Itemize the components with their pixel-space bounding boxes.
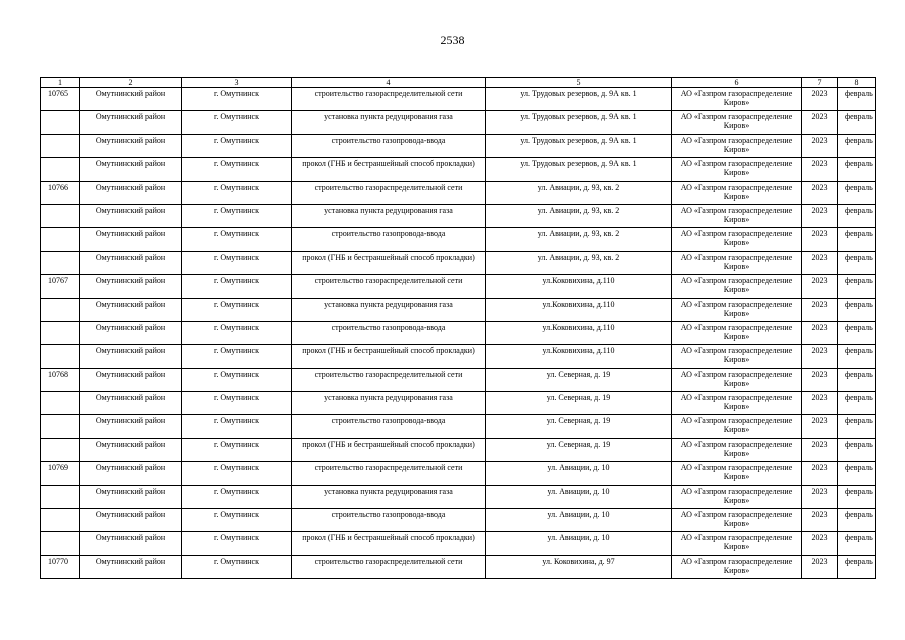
organization-cell: АО «Газпром газораспределение Киров»: [672, 462, 802, 485]
table-row: [41, 88, 876, 111]
address-cell: ул. Трудовых резервов, д. 9А кв. 1: [486, 134, 672, 157]
month-cell: февраль: [838, 111, 876, 134]
table-row: [41, 345, 876, 368]
month-cell: февраль: [838, 532, 876, 555]
column-number-row: [41, 78, 876, 88]
city-cell: г. Омутнинск: [182, 368, 292, 391]
table-row: [41, 509, 876, 532]
table-row: [41, 111, 876, 134]
organization-cell: АО «Газпром газораспределение Киров»: [672, 392, 802, 415]
city-cell: г. Омутнинск: [182, 204, 292, 227]
organization-cell: АО «Газпром газораспределение Киров»: [672, 555, 802, 578]
year-cell: 2023: [802, 111, 838, 134]
district-cell: Омутнинский район: [80, 438, 182, 461]
year-cell: 2023: [802, 204, 838, 227]
row-id-cell: [41, 134, 80, 157]
row-id-cell: [41, 415, 80, 438]
work-type-cell: строительство газораспределительной сети: [292, 368, 486, 391]
organization-cell: АО «Газпром газораспределение Киров»: [672, 204, 802, 227]
address-cell: ул. Северная, д. 19: [486, 415, 672, 438]
page-number: 2538: [440, 33, 465, 47]
table-row: [41, 485, 876, 508]
city-cell: г. Омутнинск: [182, 555, 292, 578]
row-id-cell: [41, 158, 80, 181]
address-cell: ул. Трудовых резервов, д. 9А кв. 1: [486, 111, 672, 134]
city-cell: г. Омутнинск: [182, 111, 292, 134]
address-cell: ул. Коковихина, д. 97: [486, 555, 672, 578]
column-number: 6: [672, 78, 802, 88]
address-cell: ул. Северная, д. 19: [486, 438, 672, 461]
year-cell: 2023: [802, 415, 838, 438]
work-type-cell: прокол (ГНБ и бестраншейный способ прокладки): [292, 158, 486, 181]
month-cell: февраль: [838, 298, 876, 321]
city-cell: г. Омутнинск: [182, 228, 292, 251]
city-cell: г. Омутнинск: [182, 134, 292, 157]
row-id-cell: 10765: [41, 88, 80, 111]
year-cell: 2023: [802, 228, 838, 251]
month-cell: февраль: [838, 555, 876, 578]
address-cell: ул.Коковихина, д.110: [486, 275, 672, 298]
row-id-cell: [41, 392, 80, 415]
district-cell: Омутнинский район: [80, 158, 182, 181]
district-cell: Омутнинский район: [80, 134, 182, 157]
organization-cell: АО «Газпром газораспределение Киров»: [672, 181, 802, 204]
city-cell: г. Омутнинск: [182, 345, 292, 368]
month-cell: февраль: [838, 485, 876, 508]
work-type-cell: установка пункта редуцирования газа: [292, 392, 486, 415]
district-cell: Омутнинский район: [80, 181, 182, 204]
year-cell: 2023: [802, 509, 838, 532]
address-cell: ул. Авиации, д. 10: [486, 462, 672, 485]
month-cell: февраль: [838, 509, 876, 532]
year-cell: 2023: [802, 462, 838, 485]
month-cell: февраль: [838, 462, 876, 485]
data-table: [40, 77, 876, 579]
organization-cell: АО «Газпром газораспределение Киров»: [672, 251, 802, 274]
row-id-cell: [41, 532, 80, 555]
year-cell: 2023: [802, 298, 838, 321]
district-cell: Омутнинский район: [80, 204, 182, 227]
table-row: [41, 555, 876, 578]
row-id-cell: 10768: [41, 368, 80, 391]
address-cell: ул. Авиации, д. 10: [486, 509, 672, 532]
city-cell: г. Омутнинск: [182, 275, 292, 298]
work-type-cell: строительство газопровода-ввода: [292, 415, 486, 438]
month-cell: февраль: [838, 321, 876, 344]
organization-cell: АО «Газпром газораспределение Киров»: [672, 438, 802, 461]
organization-cell: АО «Газпром газораспределение Киров»: [672, 345, 802, 368]
table-row: [41, 298, 876, 321]
table-row: [41, 181, 876, 204]
organization-cell: АО «Газпром газораспределение Киров»: [672, 415, 802, 438]
address-cell: ул. Северная, д. 19: [486, 392, 672, 415]
organization-cell: АО «Газпром газораспределение Киров»: [672, 228, 802, 251]
city-cell: г. Омутнинск: [182, 88, 292, 111]
column-number: 1: [41, 78, 80, 88]
row-id-cell: 10769: [41, 462, 80, 485]
work-type-cell: прокол (ГНБ и бестраншейный способ прокладки): [292, 345, 486, 368]
district-cell: Омутнинский район: [80, 321, 182, 344]
year-cell: 2023: [802, 532, 838, 555]
row-id-cell: [41, 204, 80, 227]
row-id-cell: [41, 509, 80, 532]
address-cell: ул.Коковихина, д.110: [486, 298, 672, 321]
district-cell: Омутнинский район: [80, 368, 182, 391]
table-row: [41, 415, 876, 438]
district-cell: Омутнинский район: [80, 415, 182, 438]
year-cell: 2023: [802, 158, 838, 181]
address-cell: ул. Трудовых резервов, д. 9А кв. 1: [486, 88, 672, 111]
work-type-cell: строительство газораспределительной сети: [292, 275, 486, 298]
row-id-cell: [41, 485, 80, 508]
organization-cell: АО «Газпром газораспределение Киров»: [672, 321, 802, 344]
month-cell: февраль: [838, 204, 876, 227]
table-row: [41, 368, 876, 391]
city-cell: г. Омутнинск: [182, 321, 292, 344]
address-cell: ул. Авиации, д. 93, кв. 2: [486, 251, 672, 274]
address-cell: ул. Северная, д. 19: [486, 368, 672, 391]
city-cell: г. Омутнинск: [182, 158, 292, 181]
month-cell: февраль: [838, 88, 876, 111]
work-type-cell: установка пункта редуцирования газа: [292, 204, 486, 227]
district-cell: Омутнинский район: [80, 462, 182, 485]
table-row: [41, 228, 876, 251]
table-row: [41, 158, 876, 181]
year-cell: 2023: [802, 251, 838, 274]
row-id-cell: [41, 321, 80, 344]
district-cell: Омутнинский район: [80, 392, 182, 415]
work-type-cell: установка пункта редуцирования газа: [292, 111, 486, 134]
work-type-cell: строительство газораспределительной сети: [292, 181, 486, 204]
year-cell: 2023: [802, 275, 838, 298]
table-row: [41, 438, 876, 461]
column-number: 2: [80, 78, 182, 88]
work-type-cell: строительство газопровода-ввода: [292, 321, 486, 344]
organization-cell: АО «Газпром газораспределение Киров»: [672, 275, 802, 298]
district-cell: Омутнинский район: [80, 509, 182, 532]
year-cell: 2023: [802, 438, 838, 461]
city-cell: г. Омутнинск: [182, 392, 292, 415]
city-cell: г. Омутнинск: [182, 462, 292, 485]
city-cell: г. Омутнинск: [182, 509, 292, 532]
city-cell: г. Омутнинск: [182, 298, 292, 321]
work-type-cell: прокол (ГНБ и бестраншейный способ прокладки): [292, 532, 486, 555]
year-cell: 2023: [802, 368, 838, 391]
city-cell: г. Омутнинск: [182, 251, 292, 274]
organization-cell: АО «Газпром газораспределение Киров»: [672, 368, 802, 391]
column-number: 3: [182, 78, 292, 88]
work-type-cell: строительство газопровода-ввода: [292, 228, 486, 251]
address-cell: ул. Авиации, д. 93, кв. 2: [486, 204, 672, 227]
work-type-cell: установка пункта редуцирования газа: [292, 485, 486, 508]
work-type-cell: строительство газораспределительной сети: [292, 462, 486, 485]
month-cell: февраль: [838, 275, 876, 298]
month-cell: февраль: [838, 134, 876, 157]
row-id-cell: 10766: [41, 181, 80, 204]
address-cell: ул. Трудовых резервов, д. 9А кв. 1: [486, 158, 672, 181]
district-cell: Омутнинский район: [80, 345, 182, 368]
year-cell: 2023: [802, 321, 838, 344]
address-cell: ул. Авиации, д. 93, кв. 2: [486, 181, 672, 204]
table-row: [41, 532, 876, 555]
address-cell: ул.Коковихина, д.110: [486, 321, 672, 344]
table-row: [41, 251, 876, 274]
district-cell: Омутнинский район: [80, 228, 182, 251]
row-id-cell: [41, 345, 80, 368]
city-cell: г. Омутнинск: [182, 438, 292, 461]
organization-cell: АО «Газпром газораспределение Киров»: [672, 532, 802, 555]
row-id-cell: [41, 251, 80, 274]
month-cell: февраль: [838, 158, 876, 181]
city-cell: г. Омутнинск: [182, 485, 292, 508]
work-type-cell: прокол (ГНБ и бестраншейный способ прокладки): [292, 438, 486, 461]
year-cell: 2023: [802, 88, 838, 111]
district-cell: Омутнинский район: [80, 555, 182, 578]
work-type-cell: установка пункта редуцирования газа: [292, 298, 486, 321]
organization-cell: АО «Газпром газораспределение Киров»: [672, 485, 802, 508]
row-id-cell: [41, 228, 80, 251]
month-cell: февраль: [838, 345, 876, 368]
work-type-cell: строительство газораспределительной сети: [292, 555, 486, 578]
table-row: [41, 275, 876, 298]
table-row: [41, 204, 876, 227]
city-cell: г. Омутнинск: [182, 181, 292, 204]
month-cell: февраль: [838, 251, 876, 274]
month-cell: февраль: [838, 392, 876, 415]
organization-cell: АО «Газпром газораспределение Киров»: [672, 111, 802, 134]
year-cell: 2023: [802, 134, 838, 157]
address-cell: ул.Коковихина, д.110: [486, 345, 672, 368]
work-type-cell: строительство газораспределительной сети: [292, 88, 486, 111]
column-number: 5: [486, 78, 672, 88]
district-cell: Омутнинский район: [80, 275, 182, 298]
month-cell: февраль: [838, 415, 876, 438]
row-id-cell: [41, 298, 80, 321]
row-id-cell: 10767: [41, 275, 80, 298]
address-cell: ул. Авиации, д. 93, кв. 2: [486, 228, 672, 251]
table-row: [41, 392, 876, 415]
district-cell: Омутнинский район: [80, 532, 182, 555]
row-id-cell: 10770: [41, 555, 80, 578]
organization-cell: АО «Газпром газораспределение Киров»: [672, 88, 802, 111]
table-row: [41, 321, 876, 344]
district-cell: Омутнинский район: [80, 111, 182, 134]
month-cell: февраль: [838, 181, 876, 204]
year-cell: 2023: [802, 392, 838, 415]
column-number: 8: [838, 78, 876, 88]
district-cell: Омутнинский район: [80, 88, 182, 111]
column-number: 4: [292, 78, 486, 88]
address-cell: ул. Авиации, д. 10: [486, 485, 672, 508]
year-cell: 2023: [802, 181, 838, 204]
city-cell: г. Омутнинск: [182, 532, 292, 555]
district-cell: Омутнинский район: [80, 485, 182, 508]
organization-cell: АО «Газпром газораспределение Киров»: [672, 298, 802, 321]
district-cell: Омутнинский район: [80, 251, 182, 274]
district-cell: Омутнинский район: [80, 298, 182, 321]
month-cell: февраль: [838, 228, 876, 251]
work-type-cell: прокол (ГНБ и бестраншейный способ прокладки): [292, 251, 486, 274]
organization-cell: АО «Газпром газораспределение Киров»: [672, 158, 802, 181]
column-number: 7: [802, 78, 838, 88]
year-cell: 2023: [802, 485, 838, 508]
row-id-cell: [41, 438, 80, 461]
table-row: [41, 462, 876, 485]
organization-cell: АО «Газпром газораспределение Киров»: [672, 509, 802, 532]
city-cell: г. Омутнинск: [182, 415, 292, 438]
table-body: [41, 88, 876, 579]
month-cell: февраль: [838, 438, 876, 461]
address-cell: ул. Авиации, д. 10: [486, 532, 672, 555]
organization-cell: АО «Газпром газораспределение Киров»: [672, 134, 802, 157]
year-cell: 2023: [802, 345, 838, 368]
year-cell: 2023: [802, 555, 838, 578]
month-cell: февраль: [838, 368, 876, 391]
table-row: [41, 134, 876, 157]
work-type-cell: строительство газопровода-ввода: [292, 509, 486, 532]
work-type-cell: строительство газопровода-ввода: [292, 134, 486, 157]
row-id-cell: [41, 111, 80, 134]
